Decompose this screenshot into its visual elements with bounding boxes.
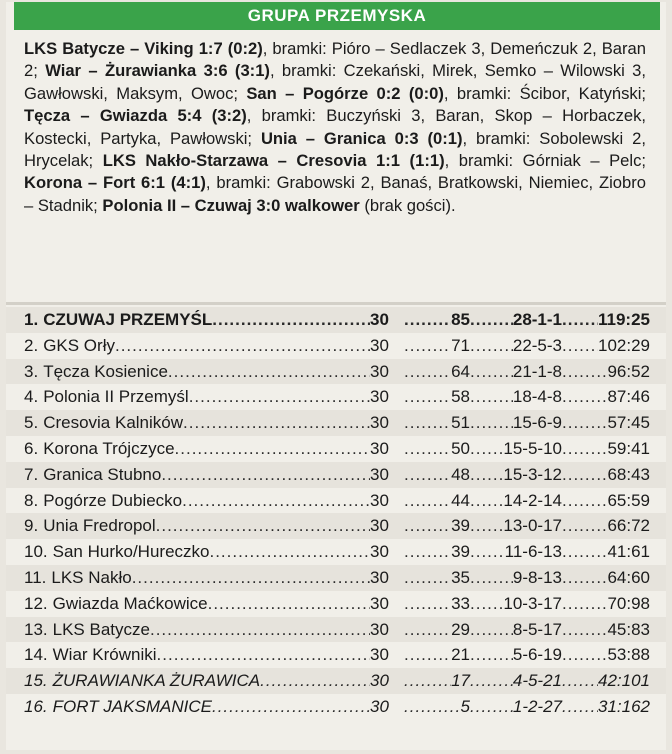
team-cell <box>24 436 370 462</box>
win-draw-loss: 8-5-17 <box>512 619 562 639</box>
goals-cell <box>562 668 650 694</box>
table-row <box>6 333 666 359</box>
dot-leader <box>404 359 451 385</box>
dot-leader <box>470 384 513 410</box>
points-cell <box>404 591 470 617</box>
table-row <box>6 617 666 643</box>
dot-leader <box>175 436 370 462</box>
team-position: 11. <box>24 567 47 587</box>
goals-cell <box>562 694 650 720</box>
dot-leader <box>115 333 370 359</box>
team-name: CZUWAJ PRZEMYŚL <box>43 310 213 329</box>
team-position: 15. <box>24 671 48 691</box>
win-draw-loss: 21-1-8 <box>512 361 562 381</box>
win-draw-loss: 15-3-12 <box>503 464 562 484</box>
team-position: 3. <box>24 361 39 381</box>
points-value: 29 <box>451 619 470 639</box>
team-name: San Hurko/Hureczko <box>52 542 210 562</box>
league-table <box>6 302 666 720</box>
dot-leader <box>404 462 451 488</box>
record-cell <box>470 384 562 410</box>
goal-ratio: 70:98 <box>607 593 650 613</box>
record-cell <box>470 307 562 333</box>
matches-played: 30 <box>370 619 389 639</box>
goal-ratio: 59:41 <box>607 438 650 458</box>
dot-leader <box>404 513 451 539</box>
team-name: Polonia II Przemyśl <box>43 387 189 407</box>
dot-leader <box>562 307 598 333</box>
record-cell <box>470 333 562 359</box>
team-name: ŻURAWIANKA ŻURAWICA <box>52 671 261 691</box>
dot-leader <box>470 668 513 694</box>
team-position: 13. <box>24 619 48 639</box>
team-cell <box>24 539 370 565</box>
dot-leader <box>404 488 451 514</box>
goal-ratio: 53:88 <box>607 645 650 665</box>
win-draw-loss: 28-1-1 <box>512 310 562 329</box>
points-value: 39 <box>451 516 470 536</box>
matches-played: 30 <box>370 490 389 510</box>
dot-leader <box>470 462 503 488</box>
match-score: LKS Nakło-Starzawa – Cresovia 1:1 (1:1) <box>102 151 445 171</box>
table-row <box>6 668 666 694</box>
matches-played: 30 <box>370 516 389 536</box>
match-score: LKS Batycze – Viking 1:7 (0:2) <box>24 39 263 58</box>
match-score: Tęcza – Gwiazda 5:4 (3:2) <box>24 106 247 126</box>
dot-leader <box>562 668 598 694</box>
matches-played: 30 <box>370 335 389 355</box>
team-position: 2. <box>24 335 39 355</box>
matches-played: 30 <box>370 696 389 716</box>
dot-leader <box>157 642 370 668</box>
matches-played: 30 <box>370 438 389 458</box>
goal-ratio: 57:45 <box>607 413 650 433</box>
record-cell <box>470 591 562 617</box>
record-cell <box>470 436 562 462</box>
goals-cell <box>562 384 650 410</box>
dot-leader <box>470 694 513 720</box>
table-row <box>6 565 666 591</box>
team-name: Wiar Krówniki <box>52 645 157 665</box>
points-cell <box>404 513 470 539</box>
team-name: LKS Nakło <box>51 567 132 587</box>
dot-leader <box>404 384 451 410</box>
table-row <box>6 591 666 617</box>
dot-leader <box>562 642 607 668</box>
dot-leader <box>562 591 607 617</box>
match-score: Polonia II – Czuwaj 3:0 walkower <box>102 195 360 215</box>
dot-leader <box>404 307 451 333</box>
goals-cell <box>562 410 650 436</box>
match-results-paragraph <box>6 30 666 288</box>
team-name: Pogórze Dubiecko <box>43 490 183 510</box>
dot-leader <box>470 333 513 359</box>
record-cell <box>470 410 562 436</box>
goals-cell <box>562 462 650 488</box>
points-value: 64 <box>451 361 470 381</box>
team-name: Korona Trójczyce <box>43 438 175 458</box>
matches-played: 30 <box>370 387 389 407</box>
team-position: 16. <box>24 696 48 716</box>
points-value: 21 <box>451 645 470 665</box>
match-scorers: , bramki: Buczyński 3, Baran, Skop – Horbaczek, Kostecki, Partyka, Pawłowski; <box>24 106 647 148</box>
table-row <box>6 539 666 565</box>
dot-leader <box>404 565 451 591</box>
dot-leader <box>168 359 370 385</box>
dot-leader <box>562 565 607 591</box>
team-cell <box>24 359 370 385</box>
table-row <box>6 642 666 668</box>
points-value: 48 <box>451 464 470 484</box>
team-name: Granica Stubno <box>43 464 162 484</box>
points-cell <box>404 307 470 333</box>
team-position: 8. <box>24 490 39 510</box>
points-cell <box>404 668 470 694</box>
points-cell <box>404 333 470 359</box>
team-cell <box>24 333 370 359</box>
team-position: 4. <box>24 387 39 407</box>
dot-leader <box>404 642 451 668</box>
goal-ratio: 87:46 <box>607 387 650 407</box>
points-value: 71 <box>451 335 470 355</box>
goals-cell <box>562 307 650 333</box>
record-cell <box>470 642 562 668</box>
points-cell <box>404 488 470 514</box>
dot-leader <box>470 513 503 539</box>
win-draw-loss: 1-2-27 <box>512 696 562 716</box>
matches-played: 30 <box>370 593 389 613</box>
team-cell <box>24 462 370 488</box>
goals-cell <box>562 591 650 617</box>
goal-ratio: 31:162 <box>598 696 650 716</box>
article-page <box>6 2 666 750</box>
dot-leader <box>189 384 370 410</box>
points-cell <box>404 384 470 410</box>
record-cell <box>470 462 562 488</box>
table-row <box>6 436 666 462</box>
goals-cell <box>562 513 650 539</box>
team-cell <box>24 410 370 436</box>
dot-leader <box>470 488 503 514</box>
match-scorers: , bramki: Pióro – Sedlaczek 3, Demeńczuk 2, Baran 2; <box>24 39 646 81</box>
win-draw-loss: 14-2-14 <box>503 490 562 510</box>
team-position: 12. <box>24 593 48 613</box>
record-cell <box>470 617 562 643</box>
dot-leader <box>470 307 513 333</box>
points-value: 5 <box>460 696 470 716</box>
team-position: 10. <box>24 542 48 562</box>
dot-leader <box>470 539 505 565</box>
record-cell <box>470 565 562 591</box>
match-scorers: , bramki: Grabowski 2, Banaś, Bratkowski, Niemiec, Ziobro – Stadnik; <box>24 173 647 215</box>
dot-leader <box>562 384 607 410</box>
dot-leader <box>212 694 370 720</box>
table-row <box>6 384 666 410</box>
goals-cell <box>562 333 650 359</box>
dot-leader <box>161 462 370 488</box>
team-cell <box>24 591 370 617</box>
dot-leader <box>470 410 513 436</box>
dot-leader <box>404 333 451 359</box>
dot-leader <box>562 539 607 565</box>
points-cell <box>404 694 470 720</box>
dot-leader <box>404 539 451 565</box>
match-score: San – Pogórze 0:2 (0:0) <box>246 83 444 103</box>
team-name: GKS Orły <box>43 335 115 355</box>
win-draw-loss: 5-6-19 <box>512 645 562 665</box>
team-position: 1. <box>24 310 39 329</box>
table-row <box>6 513 666 539</box>
dot-leader <box>404 591 451 617</box>
dot-leader <box>212 307 370 333</box>
match-scorers: (brak gości). <box>359 195 456 215</box>
matches-played: 30 <box>370 542 389 562</box>
points-value: 39 <box>451 542 470 562</box>
win-draw-loss: 9-8-13 <box>512 567 562 587</box>
dot-leader <box>562 488 607 514</box>
win-draw-loss: 11-6-13 <box>504 542 562 562</box>
points-value: 85 <box>451 310 470 329</box>
points-cell <box>404 565 470 591</box>
team-name: Gwiazda Maćkowice <box>52 593 208 613</box>
goal-ratio: 102:29 <box>598 335 650 355</box>
dot-leader <box>470 436 503 462</box>
table-row <box>6 694 666 720</box>
team-cell <box>24 565 370 591</box>
team-position: 9. <box>24 516 39 536</box>
goals-cell <box>562 436 650 462</box>
team-name: Cresovia Kalników <box>43 413 184 433</box>
win-draw-loss: 15-5-10 <box>503 438 562 458</box>
team-cell <box>24 307 370 333</box>
team-cell <box>24 384 370 410</box>
points-value: 33 <box>451 593 470 613</box>
team-position: 7. <box>24 464 39 484</box>
match-score: Unia – Granica 0:3 (0:1) <box>260 128 463 148</box>
table-row <box>6 359 666 385</box>
points-value: 51 <box>451 413 470 433</box>
win-draw-loss: 10-3-17 <box>503 593 562 613</box>
goal-ratio: 66:72 <box>607 516 650 536</box>
team-cell <box>24 642 370 668</box>
points-value: 17 <box>451 671 470 691</box>
goals-cell <box>562 565 650 591</box>
goal-ratio: 96:52 <box>607 361 650 381</box>
match-score: Wiar – Żurawianka 3:6 (3:1) <box>45 61 270 81</box>
record-cell <box>470 668 562 694</box>
team-cell <box>24 694 370 720</box>
match-scorers: , bramki: Czekański, Mirek, Semko – Wilowski 3, Gawłowski, Maksym, Owoc; <box>24 61 646 103</box>
goal-ratio: 64:60 <box>607 567 650 587</box>
dot-leader <box>183 410 370 436</box>
record-cell <box>470 694 562 720</box>
dot-leader <box>562 436 607 462</box>
dot-leader <box>404 694 461 720</box>
points-value: 35 <box>451 567 470 587</box>
team-position: 6. <box>24 438 39 458</box>
dot-leader <box>404 410 451 436</box>
goals-cell <box>562 539 650 565</box>
matches-played: 30 <box>370 567 389 587</box>
matches-played: 30 <box>370 671 389 691</box>
dot-leader <box>132 565 370 591</box>
goals-cell <box>562 617 650 643</box>
dot-leader <box>404 617 451 643</box>
dot-leader <box>562 333 598 359</box>
matches-played: 30 <box>370 310 389 329</box>
points-value: 50 <box>451 438 470 458</box>
matches-played: 30 <box>370 464 389 484</box>
dot-leader <box>150 617 370 643</box>
dot-leader <box>470 642 513 668</box>
dot-leader <box>182 488 370 514</box>
dot-leader <box>470 565 513 591</box>
matches-played: 30 <box>370 413 389 433</box>
goals-cell <box>562 642 650 668</box>
table-row <box>6 488 666 514</box>
match-score: Korona – Fort 6:1 (4:1) <box>24 173 206 193</box>
team-name: FORT JAKSMANICE <box>52 696 212 716</box>
dot-leader <box>404 436 451 462</box>
team-position: 5. <box>24 413 39 433</box>
dot-leader <box>562 617 607 643</box>
points-value: 44 <box>451 490 470 510</box>
record-cell <box>470 488 562 514</box>
group-header: GRUPA PRZEMYSKA <box>14 2 660 30</box>
goal-ratio: 119:25 <box>598 310 650 329</box>
matches-played: 30 <box>370 361 389 381</box>
points-cell <box>404 642 470 668</box>
match-scorers: , bramki: Górniak – Pelc; <box>444 151 646 171</box>
dot-leader <box>208 591 370 617</box>
team-cell <box>24 617 370 643</box>
table-row <box>6 307 666 333</box>
points-value: 58 <box>451 387 470 407</box>
dot-leader <box>562 694 598 720</box>
match-scorers: , bramki: Sobolewski 2, Hrycelak; <box>24 128 646 171</box>
points-cell <box>404 617 470 643</box>
goal-ratio: 45:83 <box>607 619 650 639</box>
team-cell <box>24 513 370 539</box>
points-cell <box>404 410 470 436</box>
match-scorers: , bramki: Ścibor, Katyński; <box>443 83 646 103</box>
dot-leader <box>470 359 513 385</box>
points-cell <box>404 462 470 488</box>
dot-leader <box>156 513 370 539</box>
dot-leader <box>260 668 370 694</box>
record-cell <box>470 539 562 565</box>
dot-leader <box>470 617 513 643</box>
win-draw-loss: 18-4-8 <box>512 387 562 407</box>
points-cell <box>404 436 470 462</box>
points-cell <box>404 359 470 385</box>
dot-leader <box>562 462 607 488</box>
dot-leader <box>562 410 607 436</box>
dot-leader <box>470 591 503 617</box>
team-position: 14. <box>24 645 48 665</box>
goals-cell <box>562 488 650 514</box>
dot-leader <box>404 668 451 694</box>
team-name: LKS Batycze <box>52 619 150 639</box>
team-name: Tęcza Kosienice <box>43 361 168 381</box>
team-cell <box>24 668 370 694</box>
win-draw-loss: 13-0-17 <box>503 516 562 536</box>
win-draw-loss: 15-6-9 <box>512 413 562 433</box>
goal-ratio: 68:43 <box>607 464 650 484</box>
goal-ratio: 65:59 <box>607 490 650 510</box>
points-cell <box>404 539 470 565</box>
win-draw-loss: 4-5-21 <box>512 671 562 691</box>
dot-leader <box>562 359 607 385</box>
dot-leader <box>209 539 370 565</box>
table-row <box>6 462 666 488</box>
table-row <box>6 410 666 436</box>
goals-cell <box>562 359 650 385</box>
goal-ratio: 42:101 <box>598 671 650 691</box>
dot-leader <box>562 513 607 539</box>
record-cell <box>470 513 562 539</box>
goal-ratio: 41:61 <box>607 542 650 562</box>
team-cell <box>24 488 370 514</box>
record-cell <box>470 359 562 385</box>
team-name: Unia Fredropol <box>43 516 156 536</box>
matches-played: 30 <box>370 645 389 665</box>
win-draw-loss: 22-5-3 <box>512 335 562 355</box>
